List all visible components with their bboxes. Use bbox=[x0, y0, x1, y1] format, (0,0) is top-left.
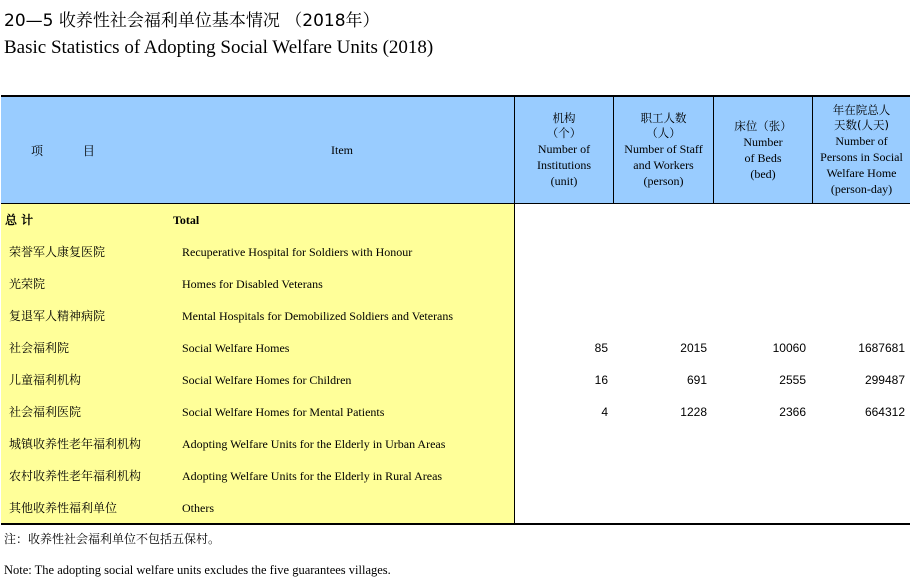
header-cn-line: （个） bbox=[546, 126, 582, 140]
header-institutions bbox=[514, 97, 613, 203]
header-cn-line: 年在院总人 bbox=[832, 103, 891, 117]
row-value: 1228 bbox=[680, 405, 707, 419]
row-label-chinese: 光荣院 bbox=[9, 277, 46, 291]
header-cn-line: 床位（张） bbox=[734, 118, 792, 133]
row-value bbox=[812, 204, 905, 236]
row-value bbox=[812, 492, 905, 524]
row-value: 299487 bbox=[864, 373, 905, 387]
row-value: 691 bbox=[686, 373, 707, 387]
note-chinese: 注：收养性社会福利单位不包括五保村。 bbox=[4, 532, 221, 546]
row-value bbox=[515, 204, 608, 236]
row-value bbox=[515, 268, 608, 300]
table-header bbox=[1, 97, 910, 204]
row-value: 1687681 bbox=[858, 341, 905, 355]
row-value: 2015 bbox=[680, 341, 707, 355]
header-en-line: of Beds bbox=[744, 150, 782, 165]
header-en-line: (unit) bbox=[550, 174, 578, 188]
header-item-chinese: 项 目 bbox=[31, 143, 113, 158]
table-row bbox=[1, 268, 910, 300]
header-item-english: Item bbox=[331, 142, 353, 157]
row-value bbox=[713, 428, 806, 460]
row-value bbox=[812, 300, 905, 332]
row-value: 16 bbox=[594, 373, 608, 387]
header-en-line: Number of bbox=[835, 134, 888, 148]
row-label-chinese: 农村收养性老年福利机构 bbox=[9, 469, 142, 483]
table-row bbox=[1, 332, 910, 364]
row-label-english: Total bbox=[173, 213, 200, 227]
row-value: 85 bbox=[594, 341, 608, 355]
header-staff bbox=[613, 97, 713, 203]
header-en-line: (bed) bbox=[750, 166, 776, 181]
header-en-line: Number bbox=[743, 134, 783, 149]
row-value: 2366 bbox=[779, 405, 806, 419]
row-label-english: Homes for Disabled Veterans bbox=[182, 277, 323, 291]
table-row bbox=[1, 460, 910, 492]
table-row bbox=[1, 428, 910, 460]
row-value bbox=[613, 204, 707, 236]
row-value bbox=[613, 460, 707, 492]
row-value bbox=[812, 428, 905, 460]
row-value bbox=[515, 492, 608, 524]
table-row bbox=[1, 204, 910, 236]
row-value: 10060 bbox=[772, 341, 806, 355]
row-label-chinese: 城镇收养性老年福利机构 bbox=[9, 437, 142, 451]
row-label-english: Others bbox=[182, 501, 214, 515]
row-value bbox=[812, 268, 905, 300]
row-label-english: Recuperative Hospital for Soldiers with Honour bbox=[182, 245, 413, 259]
header-cn-line: （人） bbox=[646, 126, 681, 140]
header-person-days bbox=[812, 97, 910, 203]
header-beds bbox=[713, 97, 812, 203]
row-label-english: Mental Hospitals for Demobilized Soldiers and Veterans bbox=[182, 309, 454, 323]
row-label-english: Social Welfare Homes for Mental Patients bbox=[182, 405, 385, 419]
header-cn-line: 机构 bbox=[552, 111, 576, 125]
table-row bbox=[1, 236, 910, 268]
table-body bbox=[1, 204, 910, 523]
row-value bbox=[713, 268, 806, 300]
row-value bbox=[713, 236, 806, 268]
table-row bbox=[1, 492, 910, 524]
header-en-line: Institutions bbox=[536, 158, 591, 172]
row-label-english: Adopting Welfare Units for the Elderly in Urban Areas bbox=[182, 437, 446, 451]
row-label-chinese: 其他收养性福利单位 bbox=[9, 501, 118, 515]
row-value bbox=[812, 460, 905, 492]
row-value bbox=[515, 236, 608, 268]
header-en-line: Number of bbox=[537, 142, 591, 156]
row-label-chinese: 复退军人精神病院 bbox=[9, 309, 106, 323]
page-title-chinese: 20—5 收养性社会福利单位基本情况 （2018年） bbox=[4, 11, 380, 31]
row-value bbox=[713, 204, 806, 236]
row-label-chinese: 儿童福利机构 bbox=[9, 373, 82, 387]
row-label-chinese: 总 计 bbox=[5, 213, 34, 227]
row-value bbox=[812, 236, 905, 268]
header-cn-line: 职工人数 bbox=[640, 111, 687, 125]
row-label-chinese: 社会福利院 bbox=[9, 341, 70, 355]
header-en-line: Persons in Social bbox=[820, 150, 903, 164]
statistics-table bbox=[1, 95, 910, 525]
header-cn-line: 天数(人天) bbox=[834, 118, 889, 132]
row-value bbox=[515, 428, 608, 460]
row-label-english: Social Welfare Homes for Children bbox=[182, 373, 352, 387]
row-label-english: Adopting Welfare Units for the Elderly in Rural Areas bbox=[182, 469, 443, 483]
header-en-line: and Workers bbox=[633, 158, 694, 172]
table-row bbox=[1, 396, 910, 428]
row-value bbox=[713, 300, 806, 332]
table-row bbox=[1, 364, 910, 396]
row-value: 2555 bbox=[779, 373, 806, 387]
row-value bbox=[713, 460, 806, 492]
row-value: 4 bbox=[601, 405, 608, 419]
row-value bbox=[515, 300, 608, 332]
row-value bbox=[613, 428, 707, 460]
row-label-english: Social Welfare Homes bbox=[182, 341, 290, 355]
row-value bbox=[613, 300, 707, 332]
header-en-line: (person) bbox=[643, 174, 684, 188]
note-english: Note: The adopting social welfare units excludes the five guarantees villages. bbox=[4, 563, 391, 577]
row-value: 664312 bbox=[864, 405, 905, 419]
row-value bbox=[613, 236, 707, 268]
header-en-line: (person-day) bbox=[830, 182, 893, 196]
header-en-line: Number of Staff bbox=[624, 142, 703, 156]
row-value bbox=[515, 460, 608, 492]
row-value bbox=[713, 492, 806, 524]
row-value bbox=[613, 492, 707, 524]
table-row bbox=[1, 300, 910, 332]
row-label-chinese: 荣誉军人康复医院 bbox=[9, 245, 106, 259]
row-label-chinese: 社会福利医院 bbox=[9, 405, 82, 419]
page-title-english: Basic Statistics of Adopting Social Welfare Units (2018) bbox=[4, 37, 434, 58]
row-value bbox=[613, 268, 707, 300]
header-en-line: Welfare Home bbox=[826, 166, 897, 180]
